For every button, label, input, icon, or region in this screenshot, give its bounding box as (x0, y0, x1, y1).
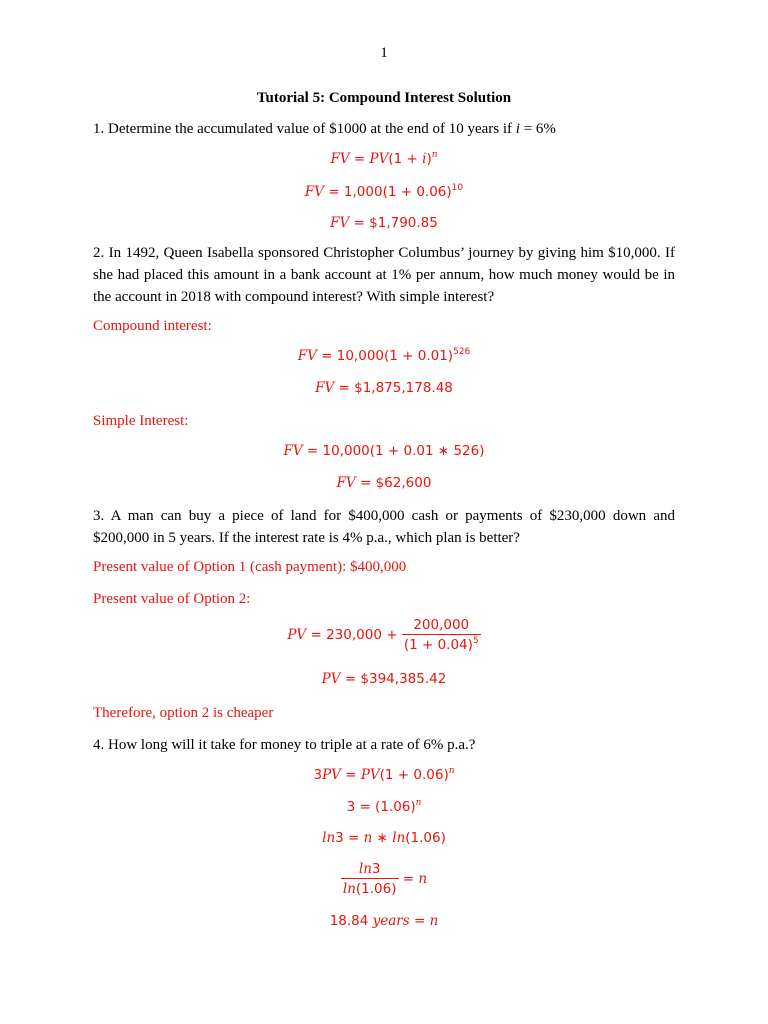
q1-prompt-text: 1. Determine the accumulated value of $1000 at the end of 10 years if (93, 121, 516, 137)
question-4-prompt: 4. How long will it take for money to triple at a rate of 6% p.a.? (93, 737, 476, 753)
q2-compound-label: Compound interest: (93, 318, 212, 334)
q3-option-2: Present value of Option 2: (93, 591, 251, 607)
q3-option-1: Present value of Option 1 (cash payment): $400,000 (93, 559, 407, 575)
q2-equation-3: FV = 10,000(1 + 0.01 ∗ 526) (283, 443, 485, 459)
q4-equation-4: $\frac{\ln 3}{\ln(1.06)}$ = n (342, 861, 428, 897)
q1-equation-3: FV = $1,790.85 (330, 215, 438, 231)
q2-simple-label: Simple Interest: (93, 413, 189, 429)
page-number: 1 (380, 45, 388, 61)
q2-equation-2: FV = $1,875,178.48 (315, 380, 453, 396)
q2-equation-1: FV = $10,000(1 + 0.01)^{526}$ (297, 347, 471, 364)
page-title: Tutorial 5: Compound Interest Solution (256, 90, 512, 106)
q4-equation-5: 18.84 years = n (329, 913, 439, 929)
q4-equation-2: $3 = (1.06)^n$ (346, 798, 422, 815)
question-2-prompt: 2. In 1492, Queen Isabella sponsored Christopher Columbus’ journey by giving him $10,000. If she had placed this amount in a bank account at 1% per annum, how much money would be in the account in 2018 with compound interest? With simple interest? (93, 245, 675, 305)
q3-equation-2: PV = $394,385.42 (321, 671, 447, 687)
question-3-prompt: 3. A man can buy a piece of land for $400,000 cash or payments of $230,000 down and $200,000 in 5 years. If the interest rate is 4% p.a., which plan is better? (93, 508, 675, 546)
q2-equation-4: FV = $62,600 (336, 475, 432, 491)
q3-conclusion: Therefore, option 2 is cheaper (93, 705, 274, 721)
q3-fraction: $\frac{200,000}{(1 + 0.04)^5}$ (403, 617, 479, 653)
q3-equation-1: PV = 230,000 + $\frac{200,000}{(1 + 0.04)^5}$ (287, 617, 479, 653)
q1-prompt-rate: = 6% (519, 121, 556, 137)
question-1-prompt (93, 118, 556, 140)
q4-fraction: $\frac{\ln 3}{\ln(1.06)}$ (342, 861, 397, 897)
q4-equation-1: $3PV = PV(1 + 0.06)^n$ (313, 766, 455, 783)
q1-equation-2: FV = $1,000(1 + 0.06)^{10}$ (304, 183, 464, 200)
q4-equation-3: ln3 = n ∗ ln(1.06) (322, 830, 446, 846)
q1-prompt-var: i (515, 121, 520, 137)
q1-equation-1: FV = $PV(1 + i)^n$ (330, 150, 438, 167)
